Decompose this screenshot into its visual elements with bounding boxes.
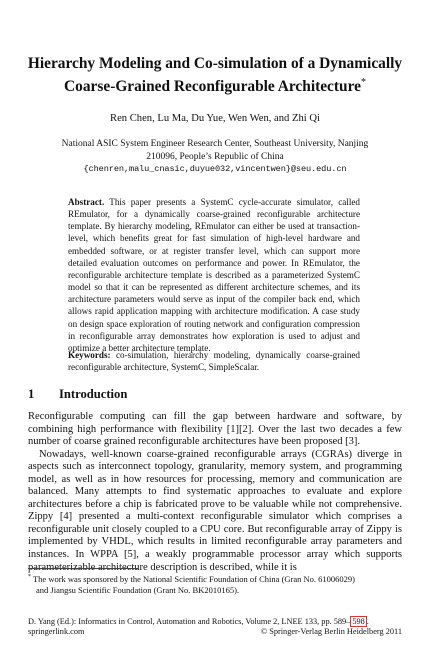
abstract <box>68 196 360 354</box>
section-title: Introduction <box>59 387 128 401</box>
keywords-label: Keywords: <box>68 350 111 360</box>
title-line-2: Coarse-Grained Reconfigurable Architecture <box>64 78 361 95</box>
keywords <box>68 349 360 373</box>
imprint-period: . <box>366 617 369 626</box>
abstract-text: This paper presents a SystemC cycle-accurate simulator, called REmulator, for a dynamically coarse-grained reconfigurable architecture template. By hierarchy modeling, REmulator can either be used at transaction-level, which benefits great for fast simulation of high-level hardware and embedded software, or at register transfer level, which can support more detailed evaluation outcomes on performance and power. In REmulator, the reconfigurable architecture template is described as a parameterized SystemC model so that it can be represented as different architecture schemes, and its architecture parameters would serve as input of the compiler back end, which allows rapid application mapping with architecture modification. A case study on design space exploration of routing network and configuration compression in reconfigurable array demonstrates how exploration is used to adjust and optimize a better architecture template. <box>68 197 360 353</box>
body-text <box>28 411 402 574</box>
affiliation <box>60 138 370 176</box>
paper-title <box>20 54 410 96</box>
affiliation-line-2: 210096, People’s Republic of China <box>146 151 284 162</box>
footnote-line-1: The work was sponsored by the National Scientific Foundation of China (Gran No. 61006029) <box>32 573 355 584</box>
author-list: Ren Chen, Lu Ma, Du Yue, Wen Wen, and Zhi Qi <box>110 113 320 124</box>
imprint-citation: D. Yang (Ed.): Informatics in Control, Automation and Robotics, Volume 2, LNEE 133, pp. 589– <box>28 617 351 626</box>
paragraph-1: Reconfigurable computing can fill the gap between hardware and software, by combining high performance with flexibility [1][2]. Over the last two decades a few number of coarse grained reconfigurable architectures have been proposed [3]. <box>28 411 402 448</box>
footnote <box>28 572 402 596</box>
paragraph-2: Nowadays, well-known coarse-grained reconfigurable arrays (CGRAs) diverge in aspects such as interconnect topology, granularity, memory system, and programming model, as well as in how resources for processing, memory and communication are balanced. Many attempts to find systematic approaches to evaluate and explore architectures before a chip is fabricated prove to be valuable while not comprehensive. Zippy [4] presented a multi-context reconfigurable simulator which comprises a reconfigurable unit closely coupled to a CPU core. But reconfigurable array of Zippy is implemented by VHDL, which results in limited reconfigurable array parameters and instances. In WPPA [5], a weakly programmable processor array which supports parameterizable architecture description is described, while it is <box>28 448 402 573</box>
author-emails: {chenren,malu_cnasic,duyue032,vincentwen}@seu.edu.cn <box>83 164 347 174</box>
footnote-divider <box>28 568 138 569</box>
section-heading <box>28 387 127 402</box>
section-number: 1 <box>28 387 35 401</box>
springerlink-url[interactable]: springerlink.com <box>28 627 85 636</box>
footnote-line-2: and Jiangsu Scientific Foundation (Grant No. BK2010165). <box>36 584 240 595</box>
title-footnote-mark: * <box>360 77 366 88</box>
abstract-label: Abstract. <box>68 197 105 207</box>
footnote-mark: * <box>28 574 31 580</box>
affiliation-line-1: National ASIC System Engineer Research Center, Southeast University, Nanjing <box>61 139 369 149</box>
keywords-text: co-simulation, hierarchy modeling, dynamically coarse-grained reconfigurable architecture, SystemC, SimpleScalar. <box>68 350 360 373</box>
page-end-link[interactable]: 598 <box>352 617 365 626</box>
imprint <box>28 617 402 637</box>
title-line-1: Hierarchy Modeling and Co-simulation of a Dynamically <box>27 55 403 72</box>
copyright-notice: © Springer-Verlag Berlin Heidelberg 2011 <box>260 627 402 636</box>
